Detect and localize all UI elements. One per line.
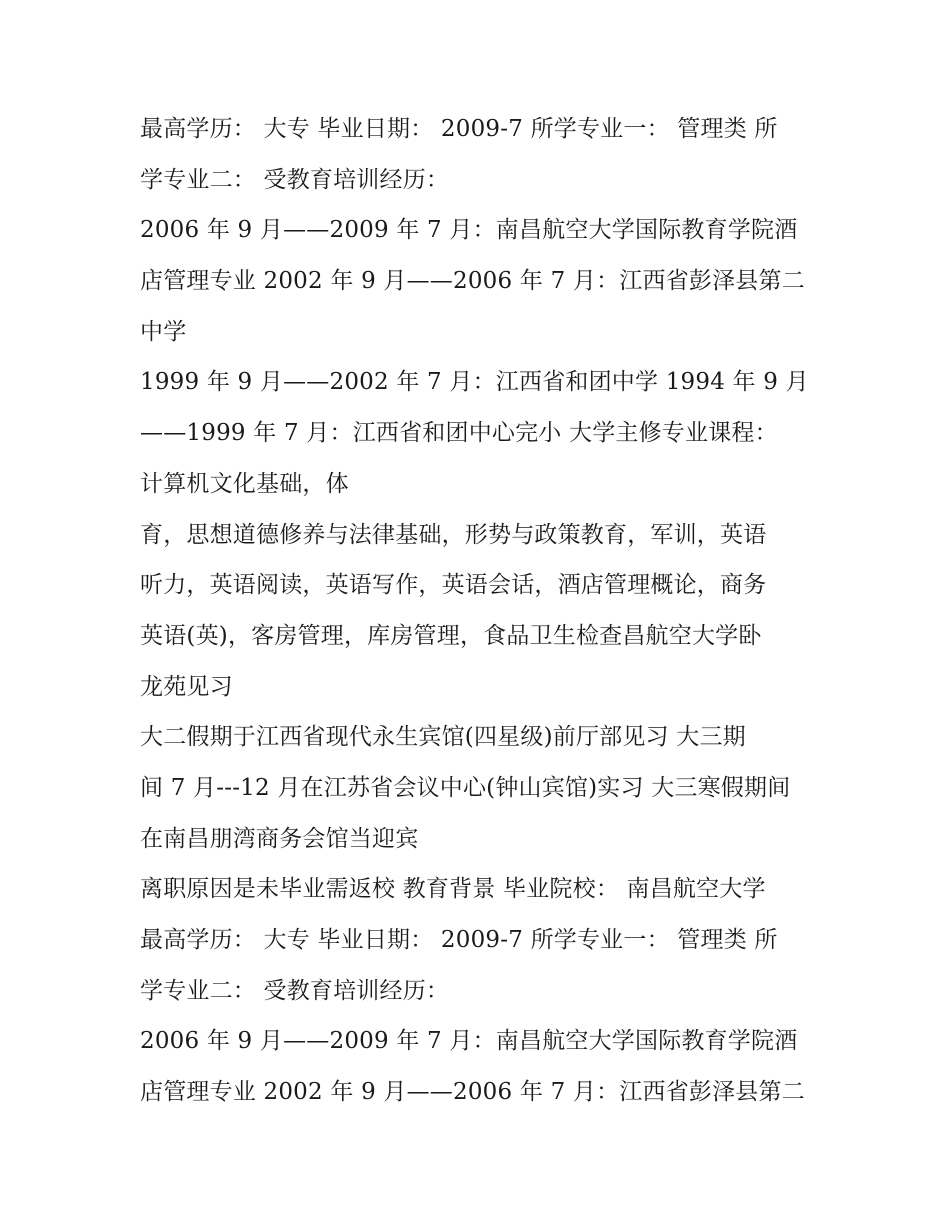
text-line: 2006 年 9 月——2009 年 7 月：南昌航空大学国际教育学院酒: [140, 217, 798, 244]
document-body: [140, 104, 820, 1118]
text-line: 计算机文化基础，体: [140, 470, 349, 497]
text-line: 1999 年 9 月——2002 年 7 月：江西省和团中学 1994 年 9 月: [140, 369, 809, 396]
text-line: 大二假期于江西省现代永生宾馆(四星级)前厅部见习 大三期: [140, 724, 746, 751]
text-line: 间 7 月---12 月在江苏省会议中心(钟山宾馆)实习 大三寒假期间: [140, 774, 791, 801]
text-line: 中学: [140, 318, 187, 345]
text-line: 在南昌朋湾商务会馆当迎宾: [140, 825, 419, 852]
text-line: 店管理专业 2002 年 9 月——2006 年 7 月：江西省彭泽县第二: [140, 1079, 805, 1106]
text-line: 学专业二： 受教育培训经历：: [140, 977, 450, 1004]
text-line: 龙苑见习: [140, 673, 233, 700]
text-line: 离职原因是未毕业需返校 教育背景 毕业院校： 南昌航空大学: [140, 876, 766, 903]
text-line: ——1999 年 7 月：江西省和团中心完小 大学主修专业课程：: [140, 420, 778, 447]
text-line: 育，思想道德修养与法律基础，形势与政策教育，军训，英语: [140, 521, 767, 548]
text-line: 2006 年 9 月——2009 年 7 月：南昌航空大学国际教育学院酒: [140, 1028, 798, 1055]
text-line: 学专业二： 受教育培训经历：: [140, 166, 450, 193]
text-line: 最高学历： 大专 毕业日期： 2009-7 所学专业一： 管理类 所: [140, 116, 778, 142]
text-line: 英语(英)，客房管理，库房管理，食品卫生检查昌航空大学卧: [140, 622, 762, 649]
text-line: 听力，英语阅读，英语写作，英语会话，酒店管理概论，商务: [140, 572, 767, 599]
text-line: 店管理专业 2002 年 9 月——2006 年 7 月：江西省彭泽县第二: [140, 268, 805, 295]
text-line: 最高学历： 大专 毕业日期： 2009-7 所学专业一： 管理类 所: [140, 927, 778, 953]
